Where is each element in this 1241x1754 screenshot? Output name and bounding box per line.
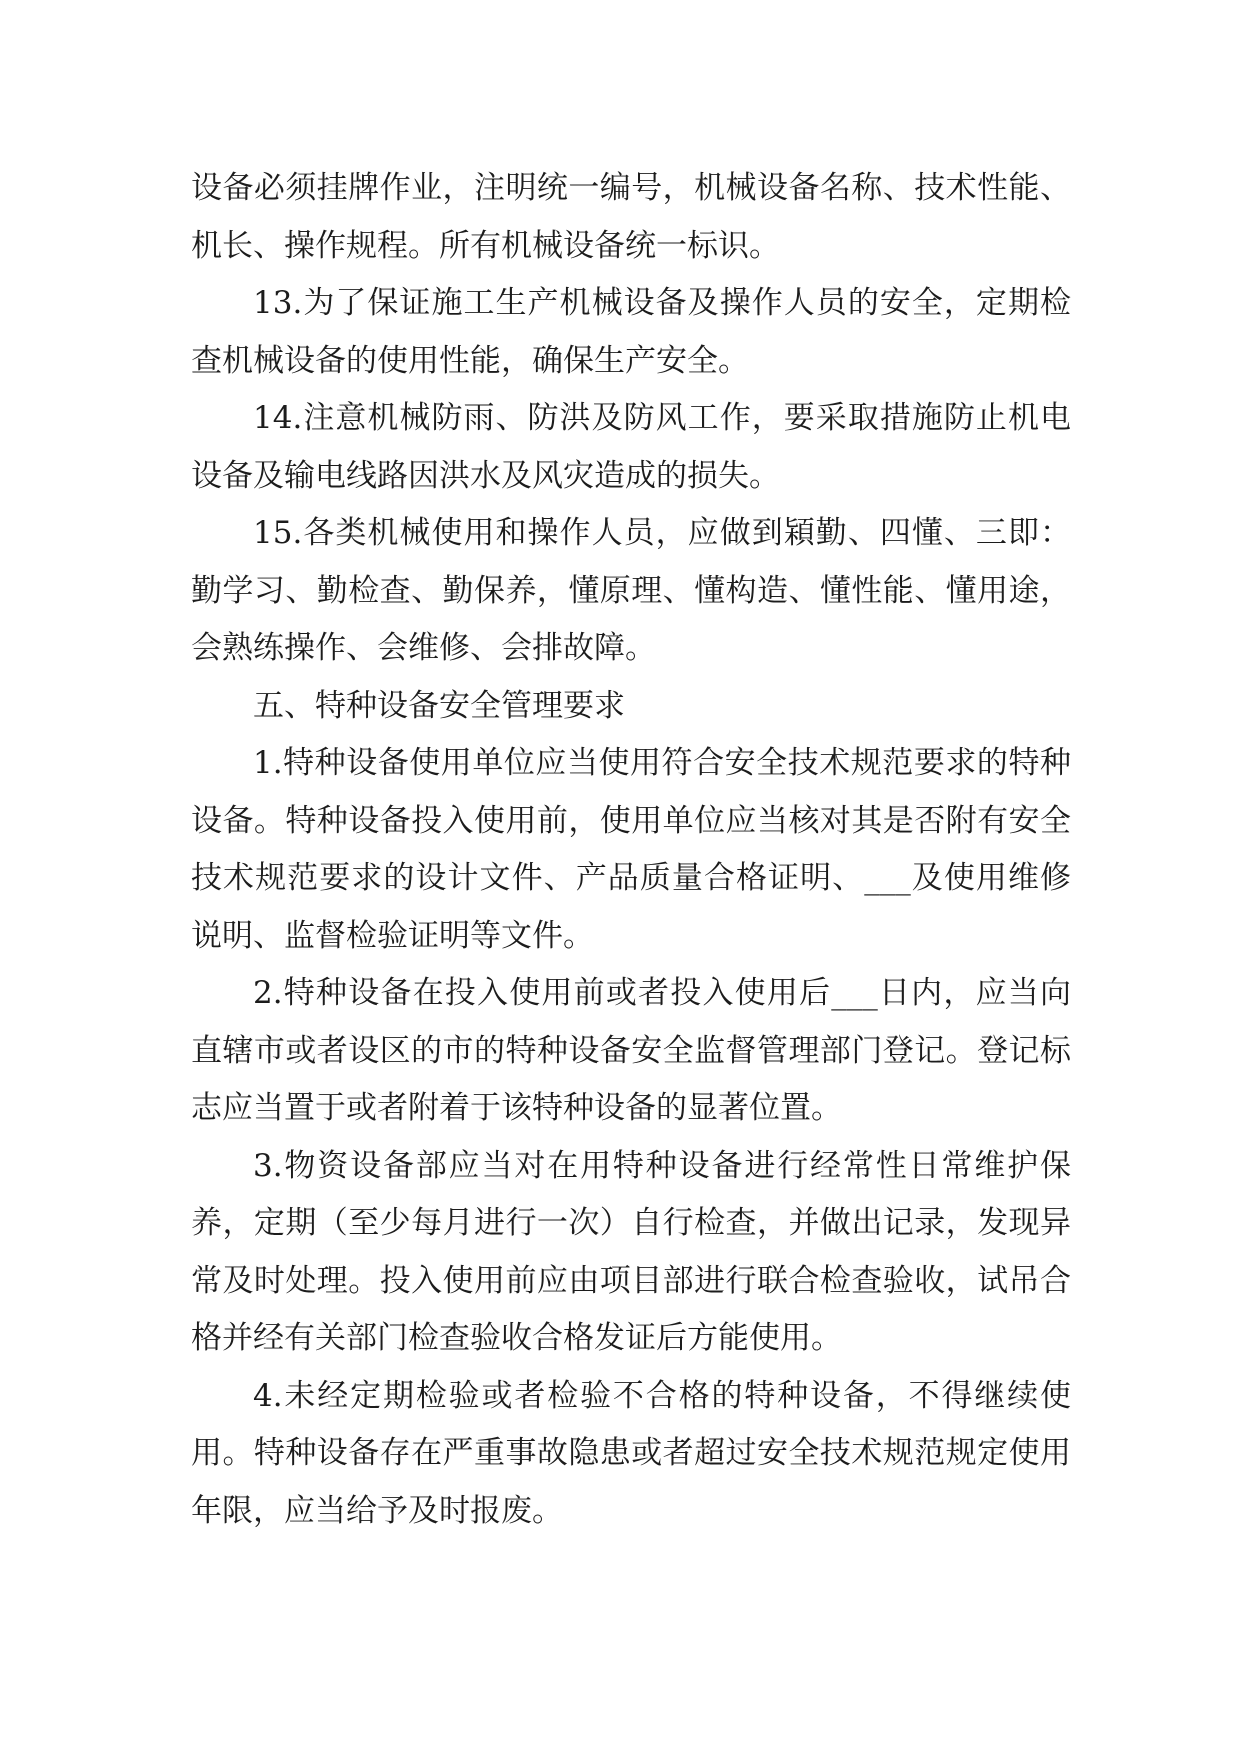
document-page (191, 160, 1071, 1540)
paragraph-special-equipment-2: 2.特种设备在投入使用前或者投入使用后___日内，应当向直辖市或者设区的市的特种设备安全监督管理部门登记。登记标志应当置于或者附着于该特种设备的显著位置。 (191, 975, 1071, 1126)
paragraph-item-15: 15.各类机械使用和操作人员，应做到㯋勤、四懂、三即：勤学习、勤检查、勤保养，懂原理、懂构造、懂性能、懂用途，会熟练操作、会维修、会排故障。 (191, 515, 1071, 666)
paragraph-special-equipment-1: 1.特种设备使用单位应当使用符合安全技术规范要求的特种设备。特种设备投入使用前，使用单位应当核对其是否附有安全技术规范要求的设计文件、产品质量合格证明、___及使用维修说明、监督检验证明等文件。 (191, 745, 1071, 954)
paragraph-item-13: 13.为了保证施工生产机械设备及操作人员的安全，定期检查机械设备的使用性能，确保生产安全。 (191, 285, 1071, 379)
paragraph-special-equipment-3: 3.物资设备部应当对在用特种设备进行经常性日常维护保养，定期（至少每月进行一次）自行检查，并做出记录，发现异常及时处理。投入使用前应由项目部进行联合检查验收，试吊合格并经有关部门检查验收合格发证后方能使用。 (191, 1147, 1071, 1356)
paragraph-special-equipment-4: 4.未经定期检验或者检验不合格的特种设备，不得继续使用。特种设备存在严重事故隐患或者超过安全技术规范规定使用年限，应当给予及时报废。 (191, 1377, 1071, 1529)
paragraph-item-14: 14.注意机械防雨、防洪及防风工作，要采取措施防止机电设备及输电线路因洪水及风灾造成的损失。 (191, 400, 1071, 494)
paragraph-intro: 设备必须挂牌作业，注明统一编号，机械设备名称、技术性能、机长、操作规程。所有机械设备统一标识。 (191, 170, 1071, 264)
section-heading-special-equipment: 五、特种设备安全管理要求 (253, 687, 625, 724)
